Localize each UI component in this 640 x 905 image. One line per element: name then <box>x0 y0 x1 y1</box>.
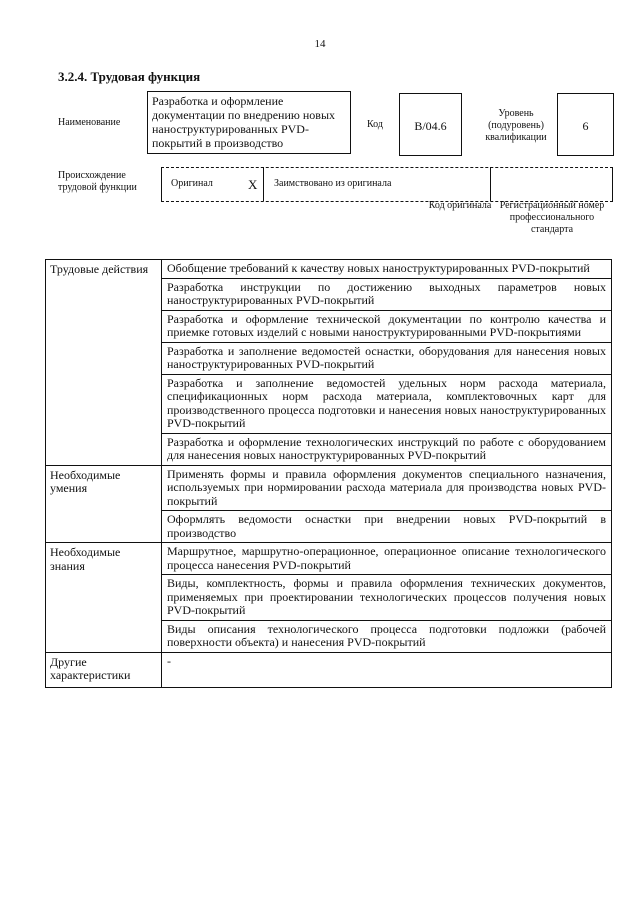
skill-item: Применять формы и правила оформления документов специального назначения, используемых при нормировании расхода материала для производства новых PVD-покрытий <box>162 465 612 511</box>
origin-label: Происхождение трудовой функции <box>58 170 137 193</box>
knowledge-item: Маршрутное, маршрутно-операционное, операционное описание технологического процесса нанесения PVD-покрытий <box>162 543 612 575</box>
knowledge-item: Виды, комплектность, формы и правила оформления технических документов, применяемых при проектировании технологических процессов получения новых PVD-покрытий <box>162 575 612 621</box>
labor-actions-label: Трудовые действия <box>46 260 162 466</box>
page-number: 14 <box>314 38 326 50</box>
labor-function-table <box>45 259 612 688</box>
skills-label: Необходимые умения <box>46 465 162 543</box>
origin-row <box>161 167 613 201</box>
origin-divider <box>161 167 162 201</box>
borrowed-label: Заимствовано из оригинала <box>274 178 392 189</box>
labor-action-item: Разработка и заполнение ведомостей оснастки, оборудования для нанесения новых наноструктурированных PVD-покрытий <box>162 342 612 374</box>
origin-divider <box>263 167 264 201</box>
table-row <box>46 543 612 575</box>
level-value-box: 6 <box>557 93 614 156</box>
original-mark: X <box>248 177 258 192</box>
knowledge-item: Виды описания технологического процесса подготовки подложки (рабочей поверхности объекта) и нанесения PVD-покрытий <box>162 620 612 652</box>
function-name-box: Разработка и оформление документации по внедрению новых наноструктурированных PVD-покрытий в производство <box>147 91 351 154</box>
original-code-label: Код оригинала <box>428 200 492 211</box>
original-label: Оригинал <box>171 178 213 189</box>
table-row <box>46 260 612 279</box>
level-label: Уровень (подуровень) квалификации <box>485 108 547 143</box>
other-characteristics-label: Другие характеристики <box>46 652 162 687</box>
code-label: Код <box>367 119 383 130</box>
knowledge-label: Необходимые знания <box>46 543 162 653</box>
skill-item: Оформлять ведомости оснастки при внедрении новых PVD-покрытий в производство <box>162 511 612 543</box>
section-title: 3.2.4. Трудовая функция <box>58 69 201 84</box>
origin-divider <box>490 167 491 201</box>
table-row <box>46 465 612 511</box>
labor-action-item: Разработка инструкции по достижению выходных параметров новых наноструктурированных PVD-покрытий <box>162 278 612 310</box>
registration-number-label: Регистрационный номер профессионального стандарта <box>499 200 605 235</box>
labor-action-item: Разработка и заполнение ведомостей удельных норм расхода материала, спецификационных норм расхода материала, комплектовочных карт для производственного процесса подготовки и нанесения новых наноструктурированных PVD-покрытий <box>162 374 612 433</box>
code-value-box: B/04.6 <box>399 93 462 156</box>
labor-action-item: Разработка и оформление технической документации по контролю качества и приемке готовых изделий с новыми наноструктурированными PVD-покрытиями <box>162 310 612 342</box>
origin-top-border <box>161 167 613 168</box>
origin-divider <box>612 167 613 201</box>
labor-action-item: Обобщение требований к качеству новых наноструктурированных PVD-покрытий <box>162 260 612 279</box>
other-characteristics-value: - <box>162 652 612 687</box>
name-label: Наименование <box>58 117 121 128</box>
table-row <box>46 652 612 687</box>
labor-action-item: Разработка и оформление технологических инструкций по работе с оборудованием для нанесения новых наноструктурированных PVD-покрытий <box>162 433 612 465</box>
